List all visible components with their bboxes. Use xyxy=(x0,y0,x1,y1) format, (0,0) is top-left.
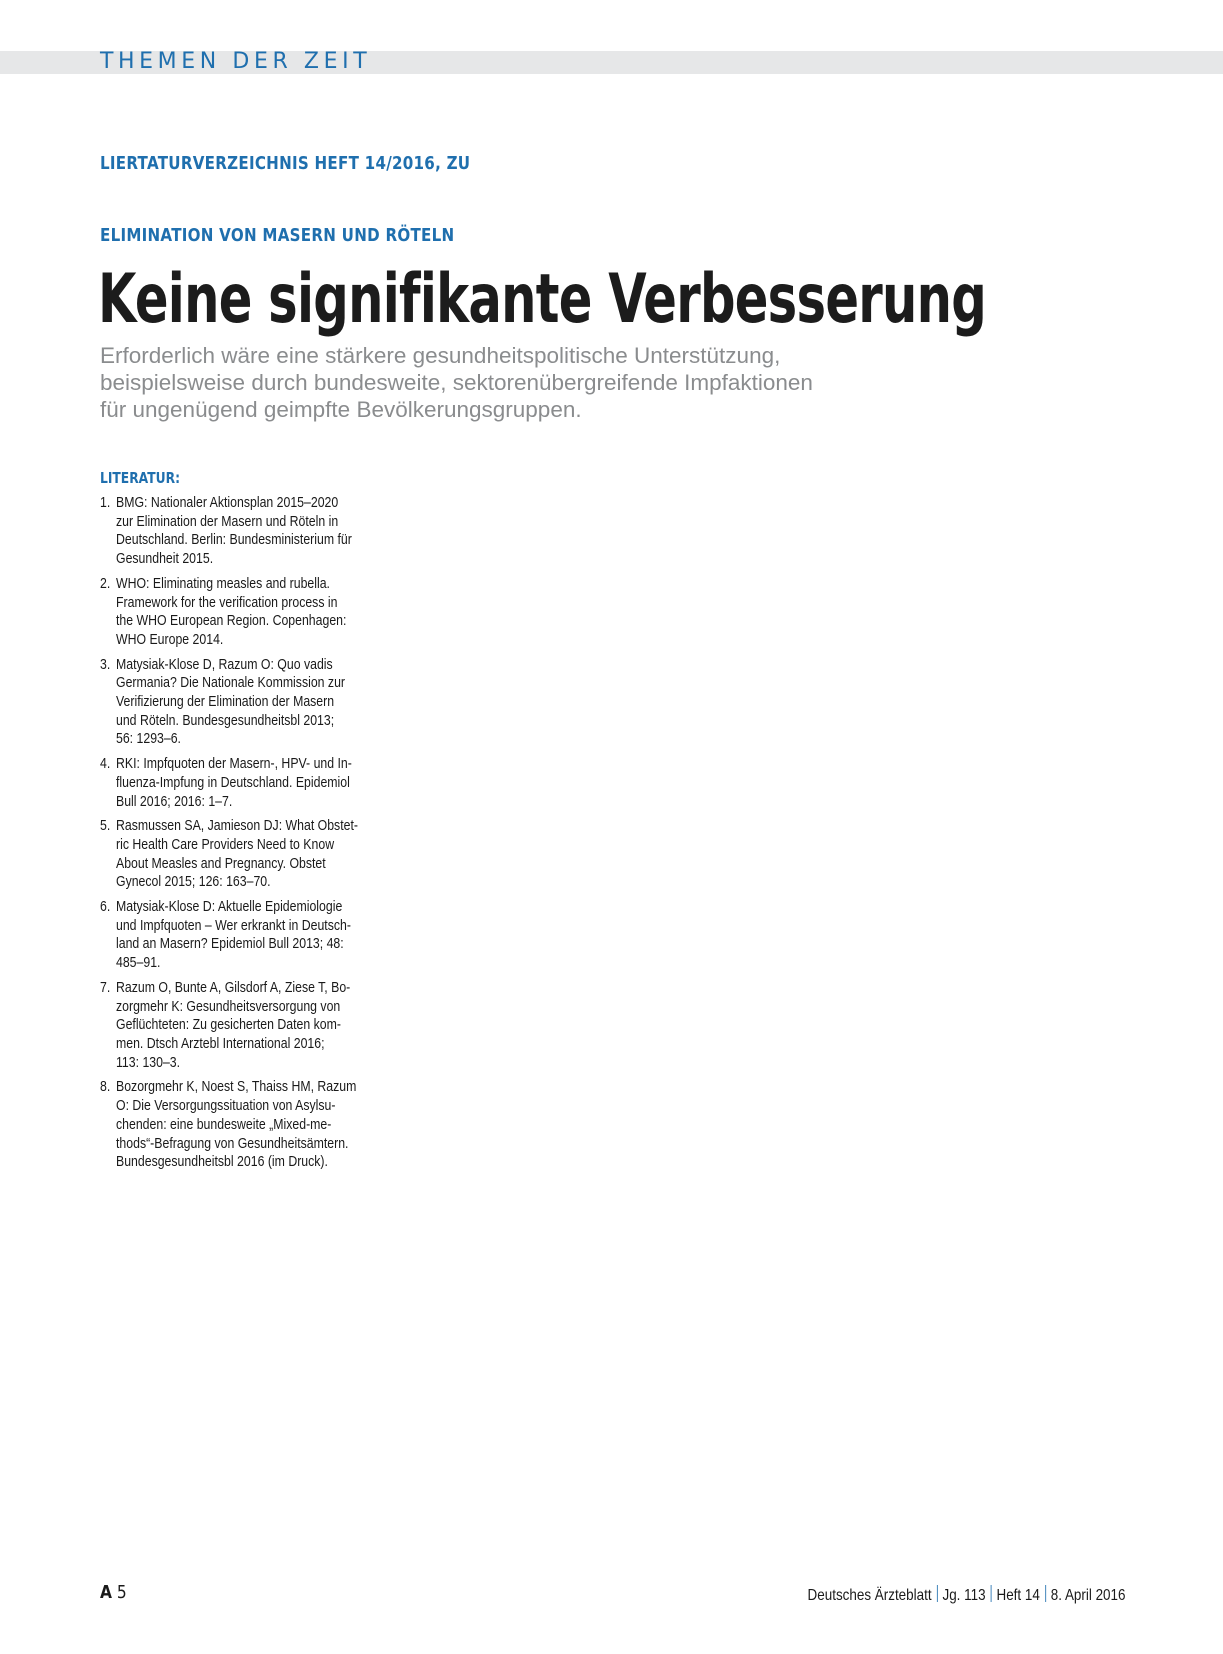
reference-number: 4. xyxy=(100,755,111,773)
journal-date: 8. April 2016 xyxy=(1050,1587,1125,1604)
reference-line: und Impfquoten – Wer erkrankt in Deutsch- xyxy=(116,916,351,934)
standfirst-line: beispielsweise durch bundesweite, sektorenübergreifende Impfaktionen xyxy=(100,370,813,395)
reference-line: zur Elimination der Masern und Röteln in xyxy=(116,512,339,530)
reference-line: About Measles and Pregnancy. Obstet xyxy=(116,854,326,872)
reference-line: 56: 1293–6. xyxy=(116,730,181,748)
standfirst xyxy=(100,342,860,423)
reference-item xyxy=(100,979,430,1073)
reference-number: 2. xyxy=(100,574,111,592)
reference-line: men. Dtsch Arztebl International 2016; xyxy=(116,1034,325,1052)
reference-text xyxy=(116,898,387,973)
reference-text xyxy=(116,1078,387,1172)
reference-line: O: Die Versorgungssituation von Asylsu- xyxy=(116,1097,336,1115)
reference-line: RKI: Impfquoten der Masern-, HPV- und In- xyxy=(116,755,352,773)
reference-line: und Röteln. Bundesgesundheitsbl 2013; xyxy=(116,711,335,729)
reference-line: fluenza-Impfung in Deutschland. Epidemiol xyxy=(116,773,350,791)
journal-name: Deutsches Ärzteblatt xyxy=(807,1587,932,1604)
reference-line: Framework for the verification process in xyxy=(116,593,338,611)
separator xyxy=(990,1585,991,1602)
reference-text xyxy=(116,755,387,811)
literature-heading: LITERATUR: xyxy=(100,469,181,487)
reference-line: thods“-Befragung von Gesundheitsämtern. xyxy=(116,1134,349,1152)
reference-line: Razum O, Bunte A, Gilsdorf A, Ziese T, Bo- xyxy=(116,978,351,996)
reference-line: Bull 2016; 2016: 1–7. xyxy=(116,792,233,810)
separator xyxy=(936,1585,937,1602)
reference-line: Deutschland. Berlin: Bundesministerium für xyxy=(116,531,352,549)
reference-list xyxy=(100,494,430,1178)
reference-line: BMG: Nationaler Aktionsplan 2015–2020 xyxy=(116,494,339,511)
reference-line: WHO Europe 2014. xyxy=(116,630,224,648)
standfirst-line: für ungenügend geimpfte Bevölkerungsgruppen. xyxy=(100,397,582,422)
reference-line: Gesundheit 2015. xyxy=(116,550,214,568)
separator xyxy=(1044,1585,1045,1602)
reference-line: Germania? Die Nationale Kommission zur xyxy=(116,674,346,692)
journal-volume: Jg. 113 xyxy=(942,1587,986,1604)
reference-item xyxy=(100,575,430,650)
reference-line: Bozorgmehr K, Noest S, Thaiss HM, Razum xyxy=(116,1078,357,1096)
reference-number: 5. xyxy=(100,817,111,835)
reference-line: the WHO European Region. Copenhagen: xyxy=(116,612,347,630)
reference-text xyxy=(116,817,387,892)
folio-number: 5 xyxy=(116,1582,127,1603)
standfirst-line: Erforderlich wäre eine stärkere gesundheitspolitische Unterstützung, xyxy=(100,343,781,368)
reference-line: Verifizierung der Elimination der Masern xyxy=(116,693,335,711)
reference-line: Rasmussen SA, Jamieson DJ: What Obstet- xyxy=(116,817,358,835)
reference-text xyxy=(116,575,387,650)
headline: Keine signifikante Verbesserung xyxy=(98,260,987,339)
reference-number: 3. xyxy=(100,655,111,673)
reference-item xyxy=(100,656,430,750)
reference-line: Gynecol 2015; 126: 163–70. xyxy=(116,873,271,891)
reference-line: Matysiak-Klose D: Aktuelle Epidemiologie xyxy=(116,898,343,916)
reference-text xyxy=(116,979,387,1073)
kicker-literature-reference: LIERTATURVERZEICHNIS HEFT 14/2016, ZU xyxy=(100,153,471,174)
reference-line: WHO: Eliminating measles and rubella. xyxy=(116,574,330,592)
reference-line: land an Masern? Epidemiol Bull 2013; 48: xyxy=(116,935,344,953)
reference-text xyxy=(116,494,387,569)
reference-line: Bundesgesundheitsbl 2016 (im Druck). xyxy=(116,1153,328,1171)
reference-line: zorgmehr K: Gesundheitsversorgung von xyxy=(116,997,341,1015)
reference-line: Matysiak-Klose D, Razum O: Quo vadis xyxy=(116,655,333,673)
reference-number: 6. xyxy=(100,898,111,916)
reference-item xyxy=(100,898,430,973)
folio-letter: A xyxy=(100,1582,112,1603)
reference-number: 1. xyxy=(100,494,111,511)
reference-line: 485–91. xyxy=(116,954,161,972)
reference-line: ric Health Care Providers Need to Know xyxy=(116,835,335,853)
reference-item xyxy=(100,755,430,811)
reference-item xyxy=(100,1078,430,1172)
folio xyxy=(100,1582,127,1603)
journal-issue: Heft 14 xyxy=(996,1587,1040,1604)
reference-text xyxy=(116,656,387,750)
journal-line xyxy=(807,1585,1125,1605)
section-label: THEMEN DER ZEIT xyxy=(100,49,372,74)
reference-item xyxy=(100,817,430,892)
reference-item xyxy=(100,494,430,569)
kicker-topic: ELIMINATION VON MASERN UND RÖTELN xyxy=(100,225,455,246)
reference-line: chenden: eine bundesweite „Mixed-me- xyxy=(116,1115,332,1133)
reference-line: Geflüchteten: Zu gesicherten Daten kom- xyxy=(116,1016,341,1034)
reference-number: 8. xyxy=(100,1078,111,1096)
reference-number: 7. xyxy=(100,978,111,996)
reference-line: 113: 130–3. xyxy=(116,1053,181,1071)
